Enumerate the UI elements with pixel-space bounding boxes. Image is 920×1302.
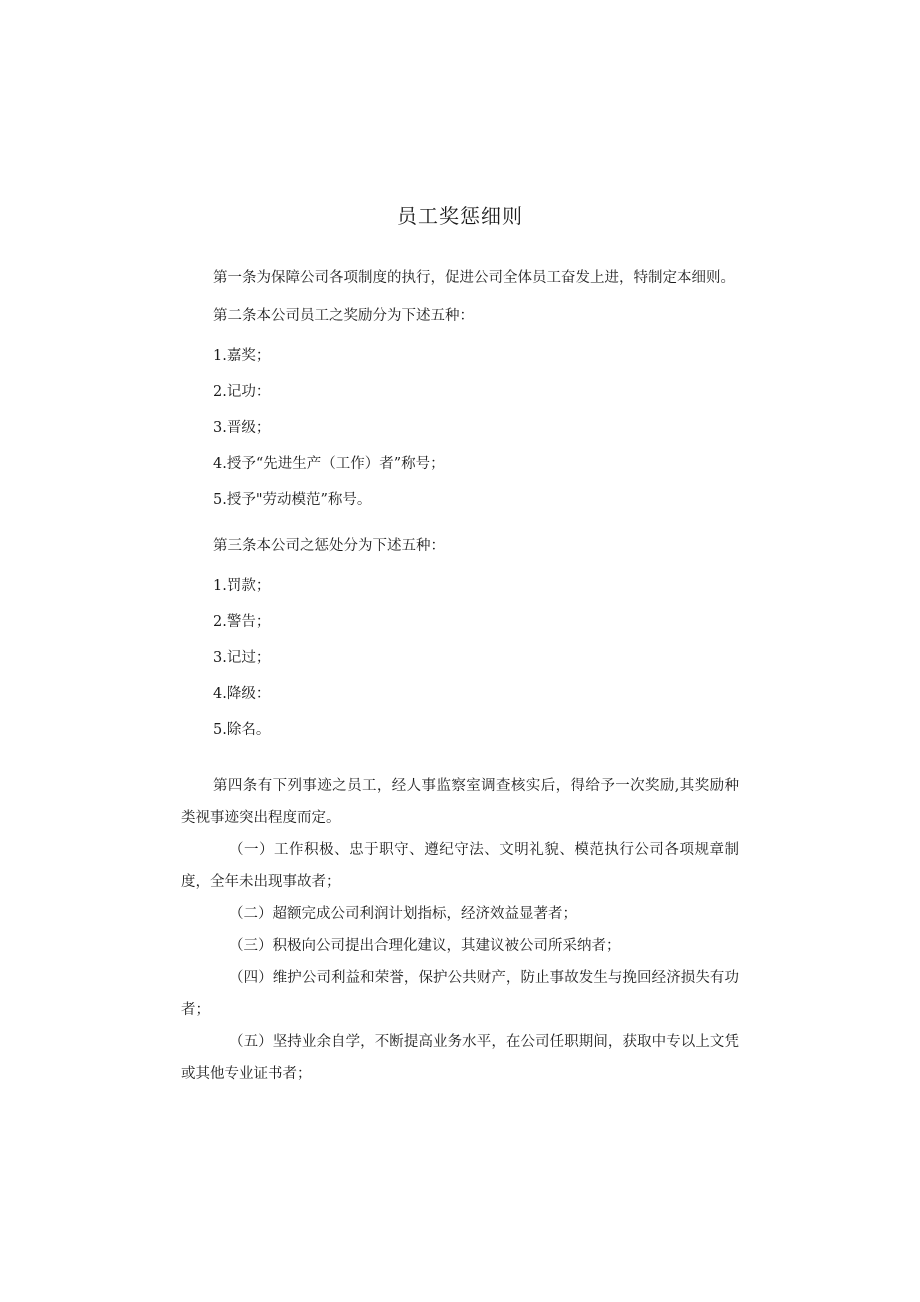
article-1: 第一条为保障公司各项制度的执行，促进公司全体员工奋发上进，特制定本细则。 [213, 270, 735, 286]
reward-item-2: 2.记功： [213, 384, 271, 400]
article-2-heading: 第二条本公司员工之奖励分为下述五种： [213, 308, 474, 324]
article-4-clause-4: （四）维护公司利益和荣誉，保护公共财产，防止事故发生与挽回经济损失有功者； [181, 970, 739, 1018]
penalty-item-3: 3.记过； [213, 650, 271, 666]
document-body [181, 262, 739, 1090]
article-4-clause-5: （五）坚持业余自学，不断提高业务水平，在公司任职期间，获取中专以上文凭或其他专业证书者； [181, 1034, 739, 1082]
article-4-heading: 第四条有下列事迹之员工，经人事监察室调查核实后，得给予一次奖励,其奖励种类视事迹突出程度而定。 [181, 778, 739, 826]
article-4-clause-1: （一）工作积极、忠于职守、遵纪守法、文明礼貌、模范执行公司各项规章制度，全年未出现事故者； [181, 842, 739, 890]
reward-item-4: 4.授予“先进生产（工作）者”称号； [213, 456, 445, 472]
penalty-item-1: 1.罚款； [213, 578, 271, 594]
document-title: 员工奖惩细则 [397, 204, 523, 228]
penalty-item-2: 2.警告； [213, 614, 271, 630]
reward-item-3: 3.晋级； [213, 420, 271, 436]
reward-item-1: 1.嘉奖； [213, 348, 271, 364]
article-4-clause-2: （二）超额完成公司利润计划指标，经济效益显著者； [229, 906, 577, 922]
article-4-clause-3: （三）积极向公司提出合理化建议，其建议被公司所采纳者； [229, 938, 621, 954]
penalty-item-5: 5.除名。 [213, 722, 271, 738]
reward-item-5: 5.授予"劳动模范”称号。 [213, 492, 372, 508]
article-3-heading: 第三条本公司之惩处分为下述五种： [213, 538, 445, 554]
penalty-item-4: 4.降级： [213, 686, 271, 702]
